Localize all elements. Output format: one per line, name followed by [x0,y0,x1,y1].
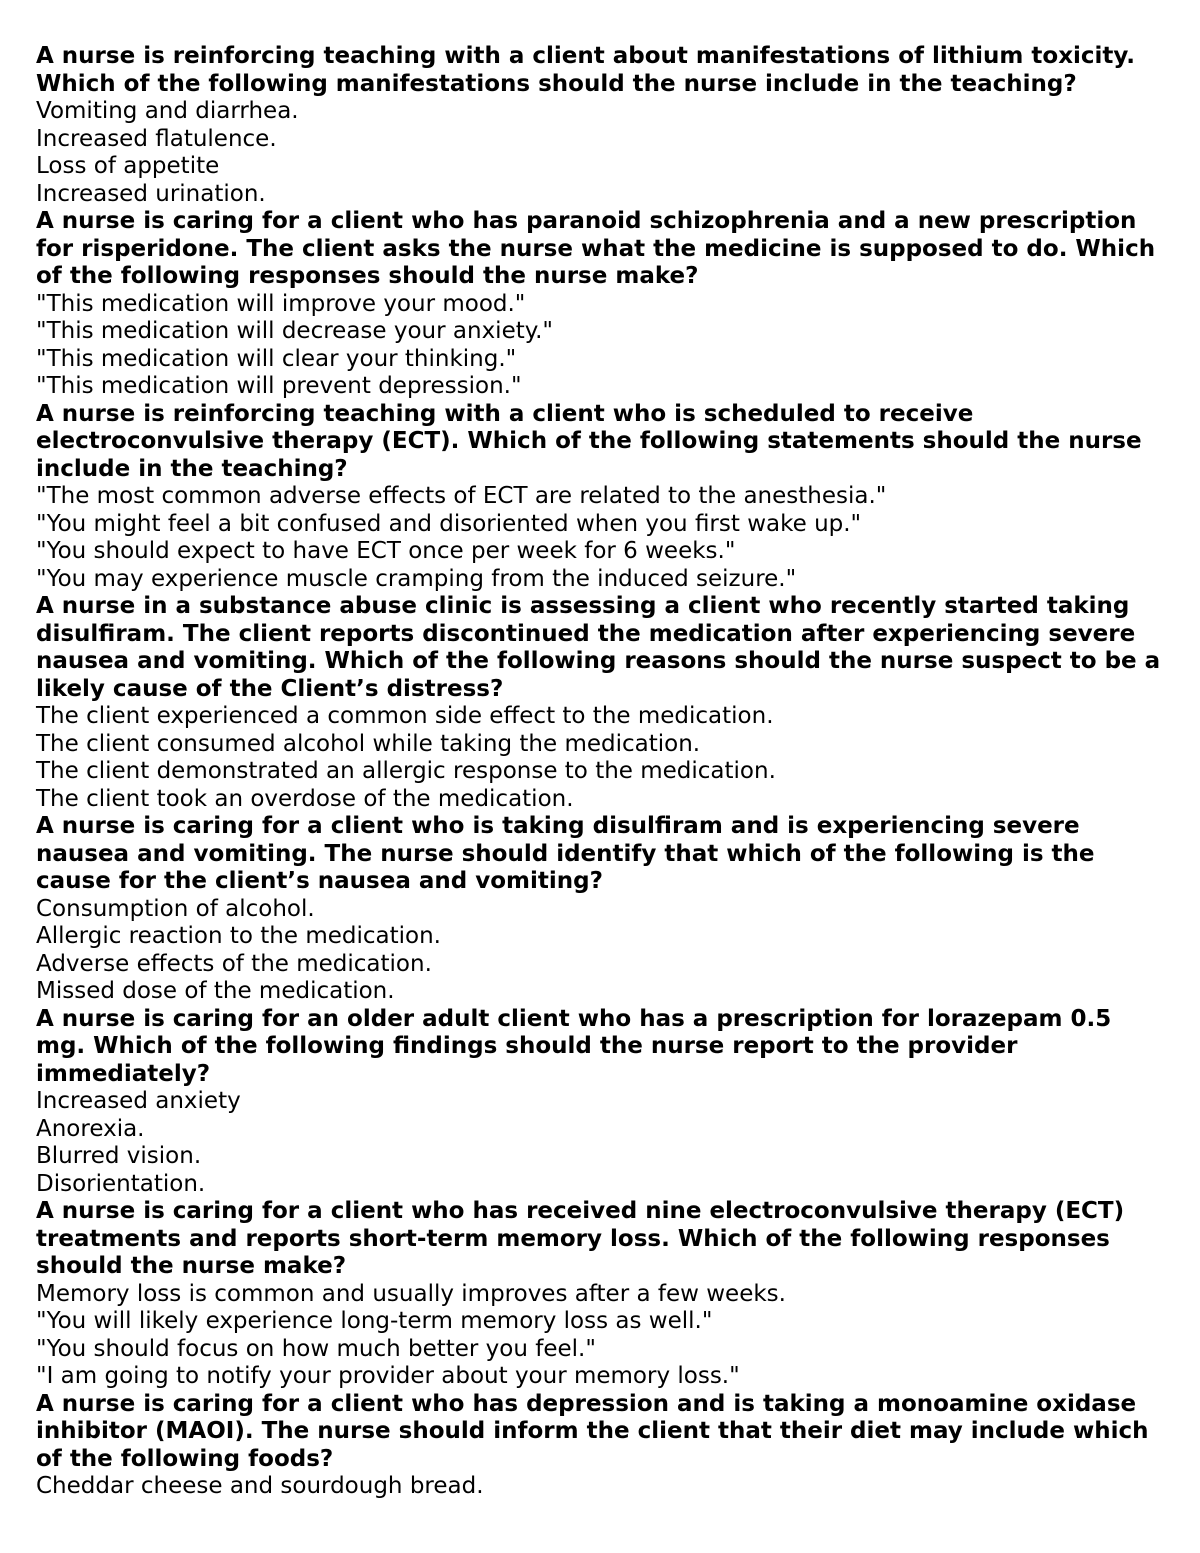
document-page [36,43,1164,1501]
answer-option: The client demonstrated an allergic response to the medication. [36,758,776,784]
answer-option: "You should focus on how much better you feel." [36,1335,596,1362]
question-3 [36,401,1164,594]
answer-option: "You may experience muscle cramping from the induced seizure." [36,565,797,592]
question-text: A nurse is caring for a client who has paranoid schizophrenia and a new prescription for risperidone. The client asks the nurse what the medicine is supposed to do. Which of the following responses should the nurse make? [36,208,1156,289]
answer-option: "This medication will improve your mood." [36,290,526,317]
question-1 [36,43,1164,208]
answer-option: "This medication will decrease your anxiety." [36,318,553,344]
answer-option: The client consumed alcohol while taking the medication. [36,730,701,757]
answer-option: Loss of appetite [36,153,220,179]
question-text: A nurse is reinforcing teaching with a client about manifestations of lithium toxicity. Which of the following manifestations should the nurse include in the teaching? [36,43,1136,97]
answer-option: The client experienced a common side effect to the medication. [36,703,774,729]
answer-option: Consumption of alcohol. [36,895,315,922]
question-5 [36,813,1164,1006]
question-text: A nurse is caring for an older adult client who has a prescription for lorazepam 0.5 mg. Which of the following findings should the nurse report to the provider immediately? [36,1005,1112,1087]
answer-option: "You should expect to have ECT once per week for 6 weeks." [36,538,736,564]
question-4 [36,593,1164,813]
answer-option: Increased anxiety [36,1088,241,1114]
question-7 [36,1198,1164,1391]
answer-option: Allergic reaction to the medication. [36,923,441,949]
answer-option: Disorientation. [36,1170,206,1197]
answer-option: Vomiting and diarrhea. [36,98,299,124]
answer-option: "I am going to notify your provider about your memory loss." [36,1363,740,1389]
question-text: A nurse is reinforcing teaching with a client who is scheduled to receive electroconvulsive therapy (ECT). Which of the following statements should the nurse include in the teaching? [36,400,1142,482]
answer-option: Increased urination. [36,180,266,207]
answer-option: Cheddar cheese and sourdough bread. [36,1473,484,1499]
answer-option: Anorexia. [36,1115,145,1142]
question-8 [36,1391,1164,1501]
answer-option: "The most common adverse effects of ECT are related to the anesthesia." [36,483,887,509]
answer-option: Missed dose of the medication. [36,978,395,1004]
answer-option: The client took an overdose of the medication. [36,785,574,812]
answer-option: Adverse effects of the medication. [36,950,432,977]
answer-option: "This medication will prevent depression." [36,373,522,399]
answer-option: Blurred vision. [36,1143,202,1169]
answer-option: "You might feel a bit confused and disoriented when you first wake up." [36,510,862,537]
question-6 [36,1006,1164,1199]
answer-option: Memory loss is common and usually improves after a few weeks. [36,1280,786,1307]
answer-option: "This medication will clear your thinking." [36,345,517,372]
answer-option: Increased flatulence. [36,125,277,152]
question-text: A nurse is caring for a client who is taking disulfiram and is experiencing severe nausea and vomiting. The nurse should identify that which of the following is the cause for the client’s nausea and vomiting? [36,813,1095,894]
question-text: A nurse is caring for a client who has received nine electroconvulsive therapy (ECT) treatments and reports short-term memory loss. Which of the following responses should the nurse make? [36,1198,1125,1279]
question-text: A nurse is caring for a client who has depression and is taking a monoamine oxidase inhibitor (MAOI). The nurse should inform the client that their diet may include which of the following foods? [36,1390,1149,1472]
question-2 [36,208,1164,401]
question-text: A nurse in a substance abuse clinic is assessing a client who recently started taking disulfiram. The client reports discontinued the medication after experiencing severe nausea and vomiting. Which of the following reasons should the nurse suspect to be a likely cause of the Client’s distress? [36,593,1161,702]
answer-option: "You will likely experience long-term memory loss as well." [36,1308,713,1334]
